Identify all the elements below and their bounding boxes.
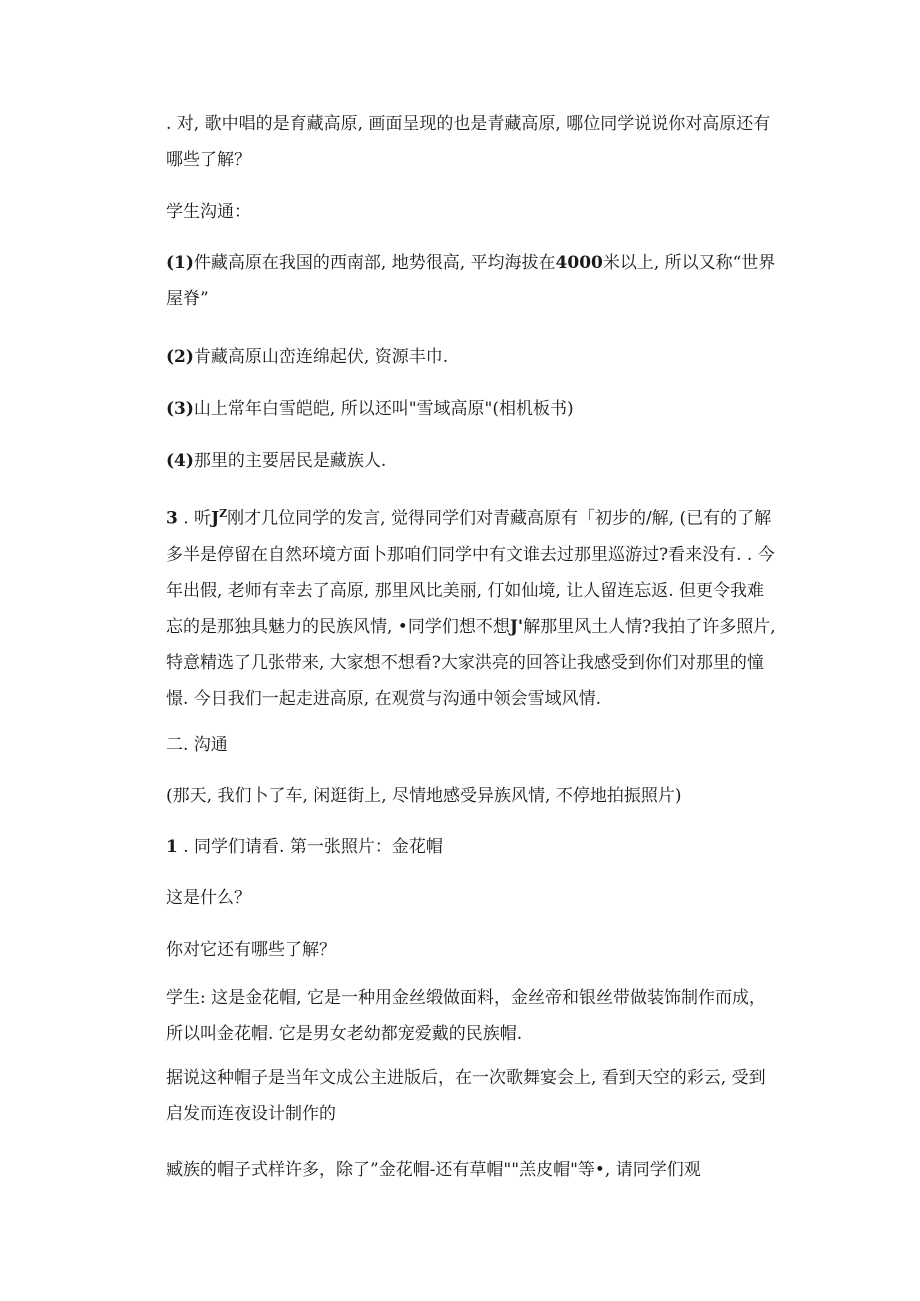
list-item-1: (1)件藏高原在我国的西南部, 地势很高, 平均海拔在4000米以上, 所以又称“世界屋脊” [166, 253, 776, 309]
paragraph-plateau-question: . 对, 歌中唱的是育藏高原, 画面呈现的也是青藏高原, 哪位同学说说你对高原还有哪些了解？ [166, 114, 771, 170]
list-item-4: (4)那里的主要居民是藏族人. [166, 451, 387, 471]
paragraph-what-else: 你对它还有哪些了解？ [166, 940, 336, 960]
list-item-3: (3)山上常年白雪皑皑, 所以还叫"雪域高原"(相机板书) [166, 399, 574, 419]
paragraph-first-photo: 1 . 同学们请看. 第一张照片：金花帽 [166, 837, 443, 857]
paragraph-student-answer: 学生: 这是金花帽, 它是一种用金丝缎做面料，金丝帝和银丝带做装饰制作而成，所以叫金花帽. 它是男女老幼都宠爱戴的民族帽. [166, 988, 766, 1044]
paragraph-student-exchange: 学生沟通： [166, 202, 251, 222]
list-item-2: (2)肯藏高原山峦连绵起伏, 资源丰巾. [166, 347, 449, 367]
paragraph-what-is-this: 这是什么？ [166, 888, 251, 908]
section-heading-exchange: 二. 沟通 [166, 735, 228, 755]
paragraph-stage-note: (那天, 我们卜了车, 闲逛街上, 尽情地感受异族风情, 不停地拍振照片) [166, 786, 682, 806]
paragraph-hat-styles: 臧族的帽子式样许多，除了”金花帽-还有草帽""羔皮帽"等•, 请同学们观 [166, 1160, 701, 1180]
paragraph-teacher-intro: 3 . 听$J^Z$刚才几位同学的发言, 觉得同学们对青藏高原有「初步的/解, (已有的了解多半是停留在自然环境方面卜那咱们同学中有文谁去过那里巡游过?看来没有. . 今年出假, 老师有幸去了高原, 那里风比美丽, 仃如仙境, 让人留连忘返. 但更令我难忘的是那独具魅力的民族风情, •同学们想不想J'解那里风土人情?我拍了许多照片, 特意精选了几张带来, 大家想不想看?大家洪亮的回答让我感受到你们对那里的憧憬. 今日我们一起走进高原, 在观赏与沟通中领会雪域风情. [166, 507, 776, 709]
paragraph-legend: 据说这种帽子是当年文成公主进版后，在一次歌舞宴会上, 看到天空的彩云, 受到启发而连夜设计制作的 [166, 1068, 766, 1124]
